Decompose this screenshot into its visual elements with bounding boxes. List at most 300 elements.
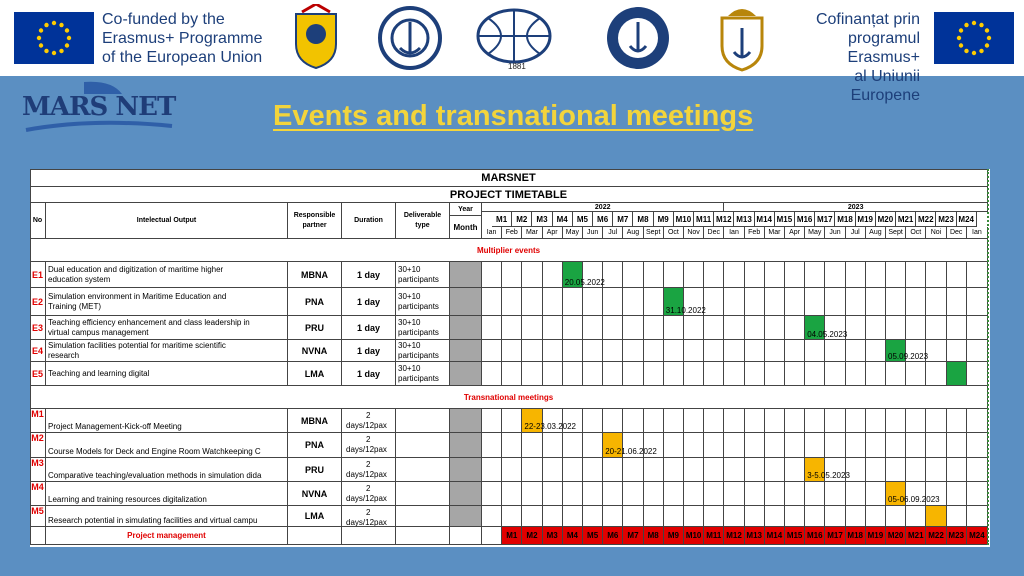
month-code: M13 [734, 212, 754, 227]
deliverable-line: participants [398, 302, 439, 311]
grid-cell [543, 506, 563, 527]
grey-cell [450, 482, 482, 506]
event-title-line: research [48, 351, 80, 360]
grid-cell [947, 316, 967, 340]
grid-cell [623, 458, 643, 482]
grid-cell [482, 262, 502, 288]
grid-cell [805, 340, 825, 362]
grid-cell [522, 262, 542, 288]
grid-cell [288, 527, 342, 545]
grid-cell [724, 409, 744, 433]
col-partner-header: Responsible partner [288, 203, 342, 239]
grid-cell [583, 458, 603, 482]
grid-cell [926, 340, 946, 362]
eu-star-icon [59, 49, 63, 53]
naval-academy-crest-icon [708, 4, 776, 72]
grid-cell [866, 316, 886, 340]
deliverable-line: participants [398, 374, 439, 383]
grid-cell [482, 433, 502, 458]
grid-cell [704, 458, 724, 482]
grid-cell [644, 458, 664, 482]
duration-line: 2 [366, 484, 371, 493]
eu-left-line: Erasmus+ Programme [102, 30, 263, 47]
eu-star-icon [52, 51, 56, 55]
eu-right-line: Cofinanțat prin [815, 11, 920, 28]
pm-month-cell: M7 [623, 527, 643, 545]
grid-cell [967, 409, 988, 433]
grid-cell [866, 482, 886, 506]
grid-cell [785, 482, 805, 506]
month-name: Aug [866, 227, 886, 239]
pm-month-cell: M4 [563, 527, 583, 545]
deliverable-line: 30+10 [398, 318, 421, 327]
deliverable-line: 30+10 [398, 292, 421, 301]
grid-cell [745, 409, 765, 433]
grid-cell [846, 262, 866, 288]
grid-cell [745, 433, 765, 458]
event-id: E2 [30, 288, 46, 316]
pm-month-cell: M1 [502, 527, 522, 545]
grid-cell [947, 340, 967, 362]
grid-cell [704, 409, 724, 433]
eu-star-icon [44, 23, 48, 27]
grid-cell [482, 527, 502, 545]
grid-cell [644, 482, 664, 506]
grid-cell [886, 288, 906, 316]
col-no-header: No [30, 203, 46, 239]
month-code: M11 [694, 212, 714, 227]
eu-star-icon [972, 51, 976, 55]
month-code: M1 [492, 212, 512, 227]
grid-cell [825, 262, 845, 288]
grid-cell [623, 482, 643, 506]
pm-month-cell: M20 [886, 527, 906, 545]
grid-cell [563, 482, 583, 506]
grid-cell [583, 340, 603, 362]
grid-cell [482, 288, 502, 316]
eu-star-icon [44, 49, 48, 53]
grid-cell [724, 262, 744, 288]
eu-star-icon [985, 28, 989, 32]
grid-cell [583, 506, 603, 527]
grid-cell [947, 482, 967, 506]
eu-flag-icon [934, 12, 1014, 64]
grid-cell [603, 316, 623, 340]
grid-cell [765, 316, 785, 340]
eu-star-icon [959, 43, 963, 47]
grid-cell [563, 506, 583, 527]
grid-cell [765, 409, 785, 433]
grid-cell [482, 506, 502, 527]
eu-star-icon [39, 28, 43, 32]
sheet-title: MARSNET [30, 169, 988, 187]
marsnet-wordmark: MARS NET [22, 92, 176, 122]
grid-cell [603, 288, 623, 316]
grid-cell [967, 458, 988, 482]
meeting-date: 22-23.03.2022 [524, 422, 576, 431]
grid-cell [906, 262, 926, 288]
meeting-title: Project Management-Kick-off Meeting [48, 422, 182, 431]
grid-cell [603, 506, 623, 527]
event-title-line: education system [48, 275, 111, 284]
grid-cell [563, 362, 583, 386]
grid-cell [603, 262, 623, 288]
eu-right-line: al Uniunii Europene [850, 68, 920, 104]
pm-month-cell: M6 [603, 527, 623, 545]
grid-cell [846, 316, 866, 340]
eu-left-line: Co-funded by the [102, 11, 225, 28]
month-name: Feb [502, 227, 522, 239]
grid-cell [967, 482, 988, 506]
eu-star-icon [67, 36, 71, 40]
eu-star-icon [979, 23, 983, 27]
duration-line: 2 [366, 460, 371, 469]
grid-cell [785, 433, 805, 458]
eu-star-icon [972, 21, 976, 25]
grid-cell [502, 458, 522, 482]
grid-cell [563, 316, 583, 340]
grid-cell [644, 409, 664, 433]
duration-line: 2 [366, 411, 371, 420]
grid-cell [704, 433, 724, 458]
month-name: May [805, 227, 825, 239]
grid-cell [745, 340, 765, 362]
grid-cell [502, 288, 522, 316]
grid-cell [583, 433, 603, 458]
meeting-id: M1 [30, 409, 46, 433]
pm-month-cell: M5 [583, 527, 603, 545]
event-duration: 1 day [342, 362, 396, 386]
pm-month-cell: M2 [522, 527, 542, 545]
grid-cell [926, 433, 946, 458]
month-code: M17 [815, 212, 835, 227]
grid-cell [967, 316, 988, 340]
sheet-subtitle: PROJECT TIMETABLE [30, 187, 988, 203]
eu-star-icon [52, 21, 56, 25]
grid-cell [825, 482, 845, 506]
navy-crest-icon [282, 4, 350, 72]
meeting-partner: LMA [288, 506, 342, 527]
month-code: M16 [795, 212, 815, 227]
pm-month-cell: M10 [684, 527, 704, 545]
grid-cell [947, 458, 967, 482]
grid-cell [644, 506, 664, 527]
grid-cell [886, 433, 906, 458]
grid-cell [926, 409, 946, 433]
grid-cell [947, 409, 967, 433]
deliverable-line: 30+10 [398, 265, 421, 274]
grid-cell [603, 340, 623, 362]
grid-cell [805, 362, 825, 386]
grid-cell [543, 458, 563, 482]
eu-star-icon [37, 36, 41, 40]
pm-month-cell: M14 [765, 527, 785, 545]
grid-cell [502, 506, 522, 527]
grid-cell [684, 506, 704, 527]
grid-cell [765, 482, 785, 506]
duration-line: days/12pax [346, 518, 387, 527]
grid-cell [664, 340, 684, 362]
grid-cell [396, 409, 450, 433]
month-name: Nov [684, 227, 704, 239]
event-date: 04.05.2023 [807, 330, 848, 339]
pm-month-cell: M3 [543, 527, 563, 545]
project-timetable [30, 169, 990, 547]
month-code: M15 [775, 212, 795, 227]
eu-star-icon [39, 43, 43, 47]
grid-cell [846, 288, 866, 316]
event-partner: PNA [288, 288, 342, 316]
year-label: 2022 [482, 203, 724, 212]
meeting-title: Comparative teaching/evaluation methods in simulation dida [48, 471, 262, 480]
grid-cell [926, 316, 946, 340]
grid-cell [947, 262, 967, 288]
pm-month-cell: M8 [644, 527, 664, 545]
grid-cell [724, 340, 744, 362]
month-code: M23 [936, 212, 956, 227]
grid-cell [805, 482, 825, 506]
event-partner: PRU [288, 316, 342, 340]
month-code: M8 [633, 212, 653, 227]
grey-cell [450, 506, 482, 527]
globe-logo-year: 1881 [508, 62, 526, 71]
meeting-title: Course Models for Deck and Engine Room Watchkeeping C [48, 447, 261, 456]
project-management-label: Project management [46, 527, 288, 545]
pm-month-cell: M13 [745, 527, 765, 545]
event-title-line: Teaching and learning digital [48, 369, 150, 378]
grid-cell [745, 362, 765, 386]
pm-month-cell: M17 [825, 527, 845, 545]
eu-star-icon [957, 36, 961, 40]
header-bar [0, 0, 1024, 104]
event-date: 31.10.2022 [665, 306, 706, 315]
grid-cell [396, 482, 450, 506]
grid-cell [886, 316, 906, 340]
grid-cell [522, 458, 542, 482]
meeting-title-cell [46, 409, 288, 433]
grid-cell [704, 316, 724, 340]
grey-cell [450, 340, 482, 362]
pm-month-cell: M22 [926, 527, 946, 545]
page-title: Events and transnational meetings [273, 100, 754, 132]
meeting-id: M2 [30, 433, 46, 458]
grid-cell [765, 506, 785, 527]
grid-cell [785, 409, 805, 433]
grid-cell [583, 482, 603, 506]
event-marker [947, 362, 967, 386]
meeting-duration [342, 458, 396, 482]
grey-cell [450, 288, 482, 316]
grid-cell [644, 340, 664, 362]
grid-cell [785, 340, 805, 362]
meeting-partner: PNA [288, 433, 342, 458]
event-duration: 1 day [342, 288, 396, 316]
grid-cell [623, 362, 643, 386]
meeting-date: 05-06.09.2023 [888, 495, 940, 504]
grid-cell [967, 362, 988, 386]
grid-cell [664, 482, 684, 506]
month-code: M4 [553, 212, 573, 227]
grid-cell [664, 409, 684, 433]
event-title-cell [46, 362, 288, 386]
grid-cell [825, 362, 845, 386]
grid-cell [502, 433, 522, 458]
grid-cell [805, 409, 825, 433]
month-name: Jul [603, 227, 623, 239]
grid-cell [664, 316, 684, 340]
month-name: Oct [906, 227, 926, 239]
pm-month-cell: M18 [846, 527, 866, 545]
grey-cell [450, 262, 482, 288]
eu-star-icon [65, 43, 69, 47]
piraeus-university-icon [604, 4, 672, 72]
meeting-partner: PRU [288, 458, 342, 482]
meeting-title-cell [46, 506, 288, 527]
grid-cell [906, 316, 926, 340]
month-code: M21 [896, 212, 916, 227]
grid-cell [543, 433, 563, 458]
pm-month-cell: M16 [805, 527, 825, 545]
month-name: Oct [664, 227, 684, 239]
grid-cell [906, 409, 926, 433]
grey-cell [450, 316, 482, 340]
grid-cell [947, 433, 967, 458]
month-code: M5 [573, 212, 593, 227]
month-name: Mar [522, 227, 542, 239]
month-code: M7 [613, 212, 633, 227]
transnational-meetings-heading: Transnational meetings [30, 386, 988, 409]
grid-cell [502, 482, 522, 506]
event-title-line: Training (MET) [48, 302, 102, 311]
grid-cell [765, 340, 785, 362]
meeting-marker [926, 506, 946, 527]
grid-cell [866, 433, 886, 458]
col-output-header: Intelectual Output [46, 203, 288, 239]
month-name: Aug [623, 227, 643, 239]
meeting-title: Learning and training resources digitalization [48, 495, 207, 504]
grid-cell [396, 506, 450, 527]
grid-cell [886, 362, 906, 386]
grid-cell [926, 458, 946, 482]
grid-cell [603, 458, 623, 482]
grid-cell [482, 482, 502, 506]
event-id: E4 [30, 340, 46, 362]
event-id: E5 [30, 362, 46, 386]
duration-line: days/12pax [346, 470, 387, 479]
grid-cell [704, 288, 724, 316]
month-name: Apr [543, 227, 563, 239]
grid-cell [684, 362, 704, 386]
event-id: E1 [30, 262, 46, 288]
eu-cofunded-text [102, 10, 263, 67]
eu-star-icon [987, 36, 991, 40]
event-title-line: virtual campus management [48, 328, 149, 337]
meeting-duration [342, 482, 396, 506]
grid-cell [846, 362, 866, 386]
grid-cell [724, 433, 744, 458]
meeting-title-cell [46, 482, 288, 506]
grid-cell [724, 362, 744, 386]
meeting-id: M3 [30, 458, 46, 482]
event-partner: MBNA [288, 262, 342, 288]
grid-cell [825, 288, 845, 316]
month-name: Mar [765, 227, 785, 239]
grid-cell [846, 482, 866, 506]
grid-cell [765, 262, 785, 288]
grid-cell [563, 458, 583, 482]
meeting-title: Research potential in simulating facilities and virtual campu [48, 516, 258, 525]
grid-cell [563, 433, 583, 458]
grid-cell [583, 316, 603, 340]
grid-cell [846, 340, 866, 362]
grid-cell [482, 316, 502, 340]
grid-cell [644, 316, 664, 340]
grid-cell [684, 316, 704, 340]
grid-cell [684, 433, 704, 458]
grid-cell [846, 506, 866, 527]
grid-cell [967, 433, 988, 458]
grid-cell [825, 506, 845, 527]
grid-cell [583, 362, 603, 386]
month-name: Ian [724, 227, 744, 239]
grid-cell [543, 340, 563, 362]
meeting-duration [342, 433, 396, 458]
pm-month-cell: M23 [947, 527, 967, 545]
event-title-line: Simulation environment in Maritime Education and [48, 292, 227, 301]
eu-star-icon [964, 49, 968, 53]
grid-cell [724, 288, 744, 316]
pm-month-cell: M15 [785, 527, 805, 545]
col-duration-header: Duration [342, 203, 396, 239]
grid-cell [765, 288, 785, 316]
month-name: Noi [926, 227, 946, 239]
grid-cell [704, 362, 724, 386]
grid-cell [785, 506, 805, 527]
grid-cell [664, 433, 684, 458]
grid-cell [785, 262, 805, 288]
grid-cell [502, 409, 522, 433]
meeting-duration [342, 409, 396, 433]
grid-cell [623, 288, 643, 316]
grid-cell [785, 458, 805, 482]
grid-cell [396, 527, 450, 545]
grid-cell [684, 262, 704, 288]
month-name: Dec [704, 227, 724, 239]
grid-cell [947, 506, 967, 527]
grid-cell [825, 340, 845, 362]
meeting-date: 3-5.05.2023 [807, 471, 850, 480]
eu-cofinantat-text [790, 10, 920, 105]
grid-cell [543, 316, 563, 340]
grid-cell [926, 362, 946, 386]
grid-cell [396, 433, 450, 458]
duration-line: days/12pax [346, 494, 387, 503]
grid-cell [502, 316, 522, 340]
event-deliverable [396, 288, 450, 316]
event-duration: 1 day [342, 340, 396, 362]
month-name: Jun [825, 227, 845, 239]
grid-cell [724, 506, 744, 527]
grid-cell [906, 362, 926, 386]
anchor-emblem-icon [376, 4, 444, 72]
grid-cell [704, 482, 724, 506]
event-deliverable [396, 340, 450, 362]
grid-cell [906, 458, 926, 482]
grid-cell [563, 340, 583, 362]
grid-cell [866, 362, 886, 386]
month-name: Sept [886, 227, 906, 239]
pm-month-cell: M9 [664, 527, 684, 545]
